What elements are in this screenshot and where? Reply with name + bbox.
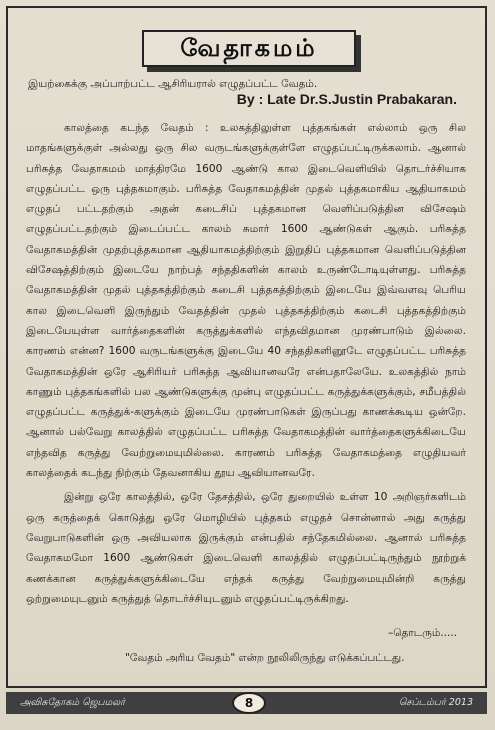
page-number: 8 bbox=[232, 692, 266, 714]
page-title: வேதாகமம் bbox=[180, 32, 318, 62]
article-body bbox=[26, 118, 466, 609]
source-note: "வேதம் அரிய வேதம்" என்ற நூலிலிருந்து எடுக்கப்பட்டது. bbox=[125, 652, 405, 664]
footer-publication: அவிசுதோகம் ஜெபமலர் bbox=[20, 697, 126, 708]
footer-date: செப்டம்பர் 2013 bbox=[398, 697, 473, 708]
subtitle: இயற்கைக்கு அப்பாற்பட்ட ஆசிரியரால் எழுதப்பட்ட வேதம். bbox=[28, 78, 318, 90]
paragraph-2: இன்று ஒரே காலத்தில், ஒரே தேசத்தில், ஒரே துறையில் உள்ள 10 அறிஞர்களிடம் ஒரு கருத்தைக் கொடுத்து ஒரே மொழியில் புத்தகம் எழுதச் சொன்னால் அது கருத்து வேறுபாடுகளின் ஒரு அவியலாக இருக்கும் என்பதில் சந்தேகமில்லை. ஆனால் பரிசுத்த வேதாகமமோ 1600 ஆண்டுகள் இடைவெளி காலத்தில் எழுதப்பட்டிருந்தும் நூற்றுக் கணக்கான கருத்துக்களுக்கிடையே எந்தக் கருத்து வேற்றுமையுமின்றி கருத்து ஒற்றுமையுடனும் கருத்துத் தொடர்ச்சியுடனும் எழுதப்பட்டிருக்கிறது. bbox=[26, 491, 466, 605]
author-line: By : Late Dr.S.Justin Prabakaran. bbox=[236, 91, 457, 107]
title-box bbox=[142, 30, 356, 67]
paragraph-1: காலத்தை கடந்த வேதம் : உலகத்திலுள்ள புத்தகங்கள் எல்லாம் ஒரு சில மாதங்களுக்குள் அல்லது ஒரு சில வருடங்களுக்குள்ளே எழுதப்பட்டிருக்கலாம். ஆனால் பரிசுத்த வேதாகமம் மாத்திரமே 1600 ஆண்டு கால இடைவெளியில் தொடர்ச்சியாக எழுதப்பட்ட ஒரு புத்தகமாகும். பரிசுத்த வேதாகமத்தின் முதல் புத்தகமாகிய ஆதியாகமம் எழுதப் பட்டதற்கும் அதன் கடைசிப் புத்தகமான வெளிப்படுத்தின விசேஷம் எழுதப்பட்டதற்கும் இடைப்பட்ட காலம் சுமார் 1600 ஆண்டுகள் ஆகும். பரிசுத்த வேதாகமத்தின் முதற்புத்தகமான ஆதியாகமத்திற்கும் இறுதிப் புத்தகமான வெளிப்படுத்தின விசேஷத்திற்கும் இடையே நாற்பத் சந்ததிகளின் காலம் உருண்டோடியுள்ளது. பரிசுத்த வேதாகமத்தின் முதல் புத்தகத்திற்கும் கடைசி புத்தகத்திற்கும் இடையே இவ்வளவு பெரிய கால இடைவெளி இருந்தும் வேதத்தின் முதல் புத்தகத்திற்கும் கடைசி புத்தகத்திற்கும் இடையேயுள்ள வார்த்தைகளின் கருத்துக்களில் எந்தவிதமான முரண்பாடும் இல்லை. காரணம் என்ன? 1600 வருடங்களுக்கு இடையே 40 சந்ததிகளினூடே எழுதப்பட்ட பரிசுத்த வேதாகமத்தின் ஒரே ஆசிரியர் பரிசுத்த ஆவியானவரே என்பதாலேயே. உலகத்தில் நாம் காணும் புத்தகங்களில் பல ஆண்டுகளுக்கு முன்பு எழுதப்பட்ட கருத்துக்களுக்கும், சமீபத்தில் எழுதப்பட்ட கருத்துக்-களுக்கும் இடையே முரண்பாடுகள் இருப்பது காணக்கூடிய ஒன்றே. ஆனால் பல்வேறு காலத்தில் எழுதப்பட்ட பரிசுத்த வேதாகமத்தின் வார்த்தைகளுக்கிடையே எந்தவித கருத்து வேற்றுமையுமில்லை. காரணம் பரிசுத்த வேதாகமத்தை எழுதியவர் காலத்தைக் கடந்து நிற்கும் தேவனாகிய தூய ஆவியானவரே. bbox=[26, 122, 466, 480]
footer-bar bbox=[6, 692, 487, 714]
continued-note: –தொடரும்..... bbox=[388, 627, 457, 639]
